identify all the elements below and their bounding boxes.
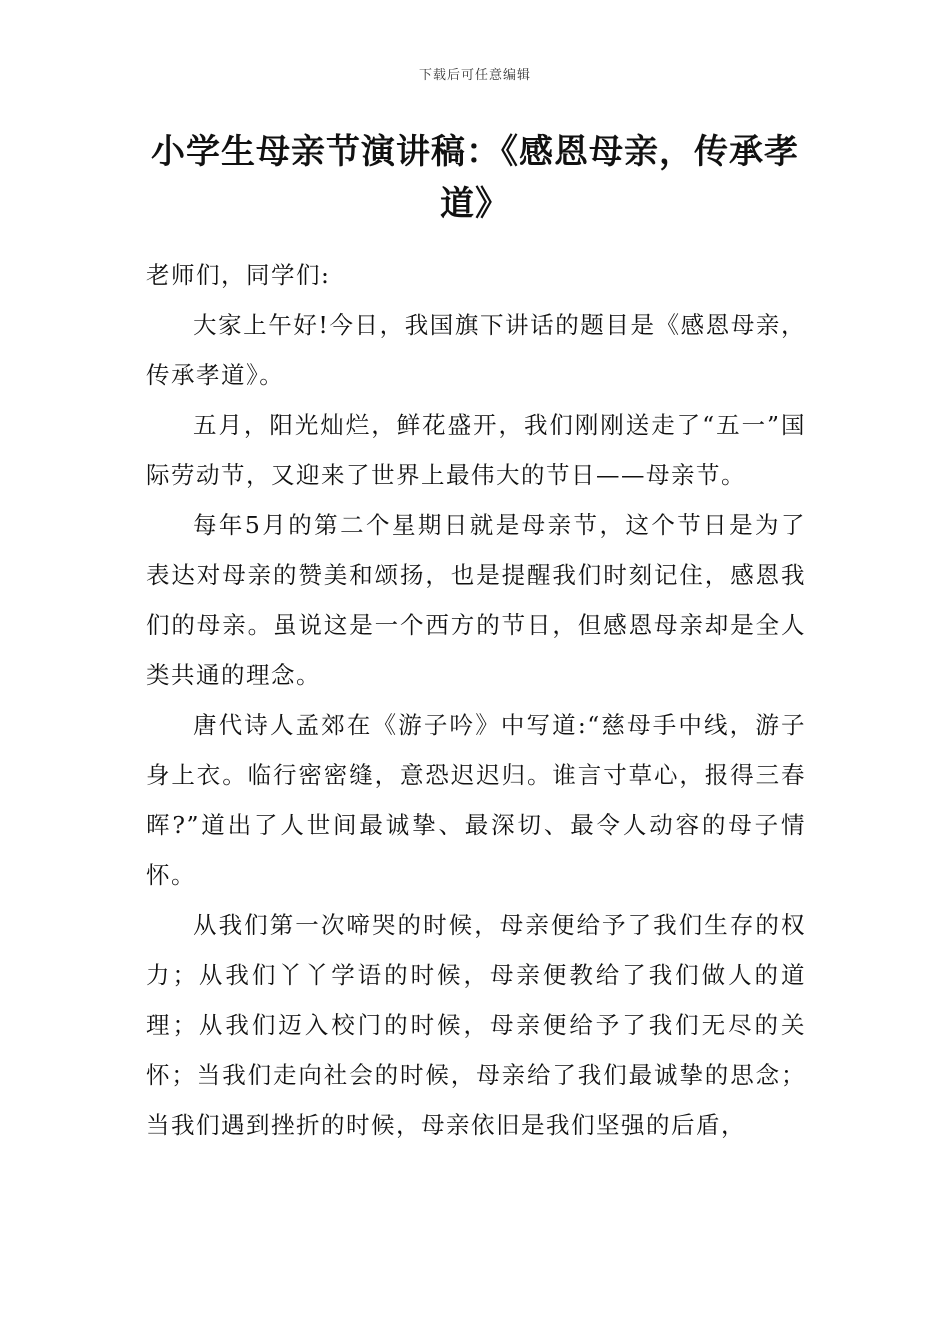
paragraph: 大家上午好!今日，我国旗下讲话的题目是《感恩母亲，传承孝道》。 [146, 311, 806, 389]
paragraph: 五月，阳光灿烂，鲜花盛开，我们刚刚送走了“五一”国际劳动节，又迎来了世界上最伟大的节日——母亲节。 [146, 411, 806, 489]
document-title: 小学生母亲节演讲稿：《感恩母亲，传承孝道》 [151, 132, 799, 224]
salutation: 老师们，同学们: [146, 261, 331, 289]
paragraph: 从我们第一次啼哭的时候，母亲便给予了我们生存的权力；从我们丫丫学语的时候，母亲便教给了我们做人的道理；从我们迈入校门的时候，母亲便给予了我们无尽的关怀；当我们走向社会的时候，母亲给了我们最诚挚的思念；当我们遇到挫折的时候，母亲依旧是我们坚强的后盾， [146, 911, 806, 1139]
header-note: 下载后可任意编辑 [418, 68, 531, 83]
paragraph: 唐代诗人孟郊在《游子吟》中写道:“慈母手中线，游子身上衣。临行密密缝，意恐迟迟归。谁言寸草心，报得三春晖?”道出了人世间最诚挚、最深切、最令人动容的母子情怀。 [146, 711, 806, 889]
document-body [146, 250, 806, 1150]
paragraph: 每年5月的第二个星期日就是母亲节，这个节日是为了表达对母亲的赞美和颂扬，也是提醒我们时刻记住，感恩我们的母亲。虽说这是一个西方的节日，但感恩母亲却是全人类共通的理念。 [146, 511, 806, 689]
